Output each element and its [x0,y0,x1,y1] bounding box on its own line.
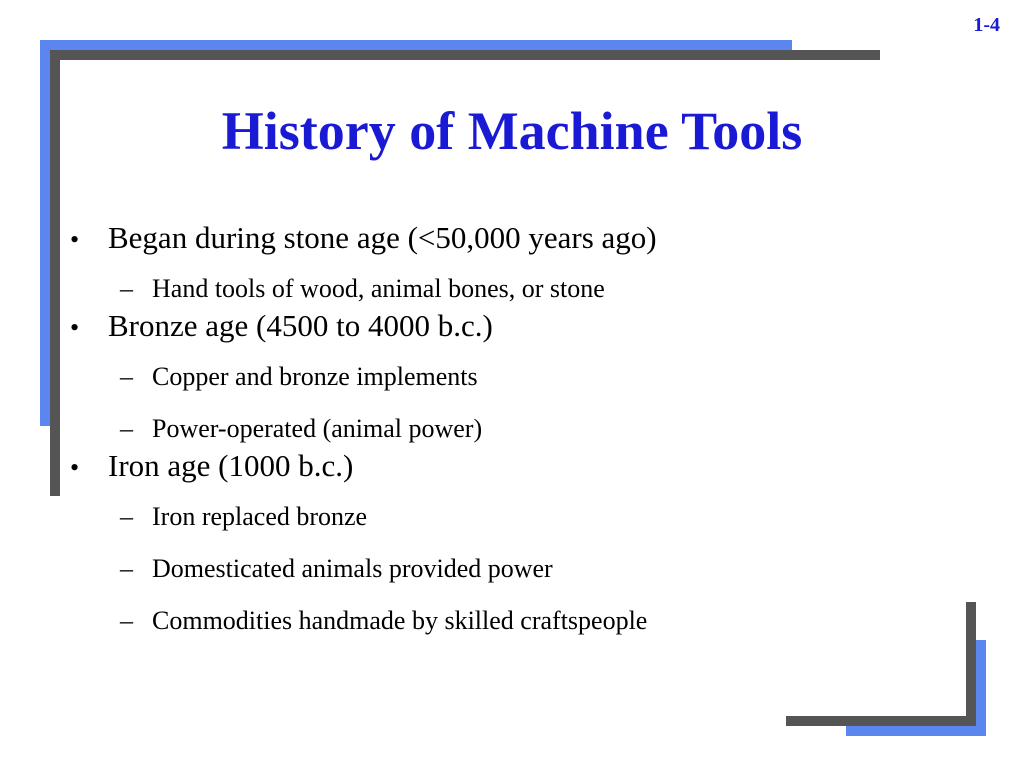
bullet-marker: • [70,453,80,482]
sub-item [120,500,970,534]
bullet-text: Bronze age (4500 to 4000 b.c.) [108,308,493,343]
slide-number: 1-4 [973,14,1000,36]
sub-item [120,272,970,306]
frame-bottom-blue-bar [846,726,986,736]
dash-marker: – [120,414,133,443]
sub-item-text: Copper and bronze implements [152,362,478,391]
bullet-item-bronze-age [70,306,970,446]
sub-item-text: Power-operated (animal power) [152,414,483,443]
frame-top-gray-bar [50,50,880,60]
dash-marker: – [120,502,133,531]
sub-item-text: Domesticated animals provided power [152,554,553,583]
sub-item [120,552,970,586]
bullet-marker: • [70,225,80,254]
sub-list [70,272,970,306]
dash-marker: – [120,362,133,391]
sub-list [70,360,970,446]
dash-marker: – [120,274,133,303]
bullet-text: Began during stone age (<50,000 years ago) [108,220,657,255]
dash-marker: – [120,606,133,635]
sub-item-text: Iron replaced bronze [152,502,368,531]
sub-item-text: Commodities handmade by skilled craftspeople [152,606,648,635]
dash-marker: – [120,554,133,583]
bullet-list [70,218,970,638]
frame-left-blue-bar [40,40,50,426]
sub-item-text: Hand tools of wood, animal bones, or stone [152,274,605,303]
bullet-item-stone-age [70,218,970,306]
frame-bottom-gray-bar [786,716,976,726]
slide-title: History of Machine Tools [221,101,803,161]
frame-top-blue-bar [40,40,792,50]
bullet-text: Iron age (1000 b.c.) [108,448,354,483]
frame-right-blue-bar [976,640,986,736]
bullet-marker: • [70,313,80,342]
sub-item [120,360,970,394]
bullet-item-iron-age [70,446,970,638]
sub-item [120,412,970,446]
sub-list [70,500,970,638]
sub-item [120,604,970,638]
